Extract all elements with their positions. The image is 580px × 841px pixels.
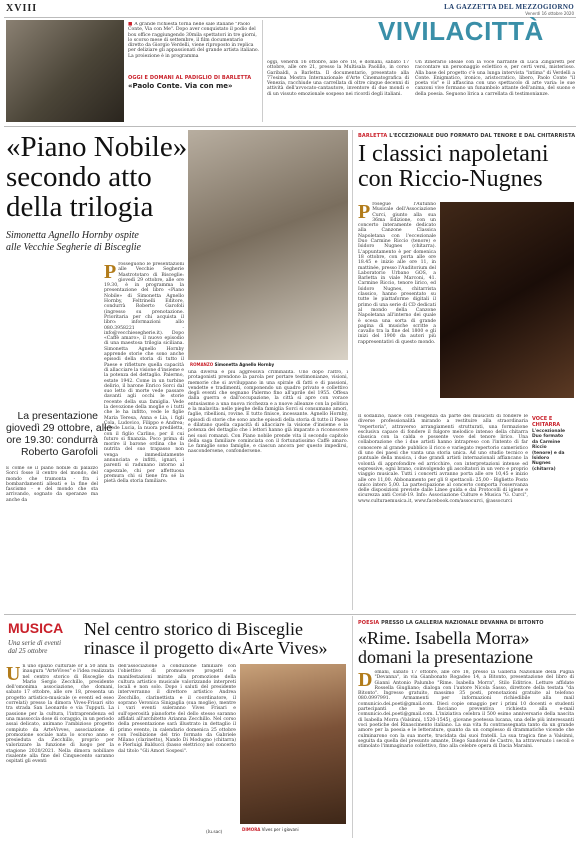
- piano-headline-line-2: secondo atto: [6, 161, 152, 193]
- piano-headline-line-1: «Piano Nobile»: [6, 131, 188, 163]
- piano-side-note: La presentazione giovedì 29 ottobre, alle ore 19.30: condurrà Roberto Garofoli: [6, 410, 113, 458]
- classici-headline: I classici napoletani con Riccio-Nugnes: [358, 141, 549, 192]
- poesia-headline: «Rime. Isabella Morra» domani la presentazione: [358, 628, 533, 667]
- publication-name: LA GAZZETTA DEL MEZZOGIORNO: [444, 3, 574, 11]
- piano-caption: ROMANZO Simonetta Agnello Hornby: [190, 362, 275, 367]
- page-number: XVIII: [6, 3, 38, 14]
- piano-headline-line-3: della trilogia: [6, 191, 154, 223]
- classici-kicker: BARLETTA L'ECCEZIONALE DUO FORMATO DAL TENORE E DAL CHITARRISTA: [358, 133, 576, 139]
- classici-body-col1: Prosegue l'Autunno Musicale dell'Associazione Curci, giunto alla sua 36ma Edizione, con un concerto interamente dedicato alla Canzone Classica Napoletana con l'eccezionale Duo Carmine Riccio (tenore) e Isidoro Nugnes (chitarra). L'appuntamento è per domenica 18 ottobre, con porta alle ore 18.45 e inizio alle ore 11, in mattinée, presso l'Auditorium del Laboratorio Urbano GOS, a Barletta in viale Marconi, 41. Carmine Riccio, tenore lirico, ed Isidoro Nugnes, chitarrista classico, hanno presentato su tutte le piattaforme digitali il primo di una serie di CD dedicati al mondo della Canzone Napoletana all'interno dei quale è scesa una sorta di grande pagina di musiche scritte a cavallo tra la fine del 1800 e gli inizi del 1900 da autori più rappresentativi di questo mondo.: [358, 202, 436, 345]
- col-divider: [352, 616, 353, 838]
- piano-body-col1b: E come se il piano nobile di palazzo Sorci fosse il centro del mondo, del mondo che tramonta - fra i bombardamenti alleati e la fine del fascismo - e del mondo che sta arrivando, sognato da speranze ma anche da: [6, 466, 98, 503]
- musica-headline: Nel centro storico di Bisceglie rinasce il progetto di«Arte Vives»: [84, 619, 328, 658]
- paolo-conte-subtitle: «Paolo Conte. Via con me»: [128, 82, 233, 90]
- piano-body-col2: una diversa e più aggressiva criminalità. Uno dopo l'altro, i protagonisti prendono la parola per portare testimonianze, visioni, memorie che si avviluppano in una spirale di fatti e di passioni, vendette e tradimenti, componendo un quadro privato e collettivo degli eventi che segnano Palermo fino all'aprile del 1955. Offesa dalla guerra e dall'occupazione, la città si apre con vorace entusiasmo a una nuova ricchezza e a nuove alleanze con la politica e la malavita: nelle pieghe della famiglia Sorci si consumano amori, faglie, ribellioni, rovine. E tutto finisce, incessante. Agnello Hornby, episodi di storie che sono anche episodi della storia di tutto il Paese e dilatano quella capacità di allacciare la visione d'insieme e la potenza del dettaglio che i lettori hanno già imparato a riconoscere nei suoi romanzi. Con Piano nobile prende vita il secondo capitolo della saga familiare cominciata con il fortunatissimo Caffè amaro. Le famiglie sono famiglie, e ciascun ancora per questo impedirsi, nascondersene, confondersene.: [188, 370, 348, 455]
- musica-sub: Una serie di eventi dal 25 ottobre: [8, 639, 62, 655]
- dimora-vives-photo: [240, 664, 346, 824]
- riccio-nugnes-photo: [440, 202, 574, 398]
- col-divider: [352, 130, 353, 610]
- section-rule: [4, 126, 576, 127]
- musica-signature: (lu.sac): [206, 830, 223, 835]
- musica-body-col2: dell'associazione a conduzione familiare con l'obiettivo di promuovere progetti e manifestazioni mirate alla promozione della cultura artistico musicale valorizzando interpreti locali e non solo. Dopo i saluti del presidente interverranno il direttore artistico Andrea Zecchillo, clarinettista e il coordinatore, il soprano Veronica Sinigaglia (sua moglie), mentre i vari eventi suleranno Vives Frisari e sull'operosità pianoforte del dello stesso saranno affidati all'architetto Arianna Zecchillo. Nel corso della presentazione sarà illustrato in dettaglio il primo evento, in calendario domenica 25 ottobre con l'esibizione del trio formato da Gabriele Milano (clarinetto), Nando Di Modugno (chitarra) e Pierluigi Balducci (basso elettrico) nel concerto dal titolo "Gli Amori Sospesi".: [118, 664, 236, 754]
- classici-body-col1b: Il sodalizio, nasce con l'esigenza da parte dei musicisti di fondere le diverse professionalità mirando a restituire alla straordinaria "repertoria", attraverso arrangiamenti strutturati, una formazione esclusiva capace di fondere il fulgore melodico intenso della chitarra classica con la calda e possente voce del tenore lirico. Una collaborazione che i due artisti hanno intrapreso con l'intento di far conoscere al grande pubblico il ricco e variegato repertorio cameristico di uno dei paesi che vanta una storia unica. Ad uno studio tecnico e puntuale della musica, i due grandi artisti internazionali affiancano la volontà di approfondire ed arricchire, con interpretazioni intense ed espressive, ogni brano, coinvolgendo gli ascoltatori in un vero e proprio viaggio musicale. Tutti i concerti avranno porta alle ore 10,45 e inizio alle ore 11,00. Abbonamento per gli 8 spettacoli: 25,00 - Biglietto Posto unico intero 5,00. La partecipazione al concerto comporta l'osservanza delle disposizioni previste dalle Linee guida e dai Protocolli di igiene e sicurezza anti Covid-19. Info: Associazione Culture e Musica "G. Curci", www.culturaemusica.it, www.facebook.com/assocurci, @assocurci: [358, 414, 528, 504]
- paolo-conte-col1: oggi, venerdì 16 ottobre, alle ore 18, e domani, sabato 17 ottobre, alle ore 21, presso la Multisala Paolillo, in corso Garibaldi, a Barletta. Il documentario, presentato alla 77esima Mostra Internazionale d'Arte Cinematografica di Venezia, racchiude una carrellata di oltre cinque decenni di attività dell'avvocato-cantautore, inventore di due mondi e di un vissuto emozionale sospeso nei ricordi degli italiani.: [267, 60, 409, 97]
- poesia-body: Domani, sabato 17 ottobre, alle ore 18, presso la Galleria Nazionale della Puglia "Devanna", in via Gianbonato Rogadeo 14, a Bitonto, presentazione del libro di Gianni Antonio Palumbo "Rime. Isabella Morra", Stilo Editrice. Letture affidate Rossella Giugliano; dialoga con l'autore Nicola Sasso, direttore della testata "da Bitonto". Ingresso gratuito, massimo 35 posti, prenotazioni gratuite al telefono 080.0997991. Armamenti per informazioni richiedibile alla mail comunicio.dei.poeti@gmail.com. Dieci copie omaggio per i primi 10 docenti e studenti partecipanti che ne facciano preventiva richiesta alla e-mail comunicio.dei.poeti@gmail.com. L'iniziativa celebra il 500 esimo anniversario della nascita di Isabella Morra (Valsinni, 1520-1545), giovane poetessa lucana, una delle più interessanti voci poetiche del Rinascimento italiano. La sua vita fu contrassegnata tanto da un grande amore per la poesia e le letterature, quanto da un complesso di drammatiche vicende che culminarono con la sua morte, trucidata dai suoi fratelli. La sua tragica fine a Valsinni, seguita da quella del presunto amante, Diego Sandoval de Castro, ha attraversato i secoli e stimolato l'immaginario collettivo, fino alla celebre opera di Dacia Maraini.: [358, 670, 574, 750]
- musica-body-col1: Un uno spazio culturale or a 50 anni fa inaugura "ArteVives" e l'idea realizzata nel centro storico di Bisceglie da Mario Sergio Zecchillo, presidente dell'omonima associazione, che domani, sabato 17 ottobre, alle ore 18, presenta un progetto artistico-musicale (e eventi ed eseo correlati) presso la dimora Vives-Frisari sito tra strada San Leonardo e via Tupputi. La passione per la cultura, l'intraprendenza ed una massoccia dose di coraggio, in un periodo assai delicato, animano l'ambizioso progetto compiuto da ArteVivves, associazione di promozione sociale nata lo scorso anno e presieduta da Zecchillo, proprio per valorizzare la funzione di luogo per la stagione 2020/2021. Nella dimora nobiliare risalente alla fine del Cinquecento saranno ospitati gli eventi: [6, 664, 114, 765]
- paolo-conte-col2: Un itinerario ideale con la voce narrante di Luca Zingaretti per raccontare un personaggio eclettico e, per certi versi, misterioso. Alla base del progetto c'è una lunga intervista "intima" di Verdelli a Conte. Enigmatico, ironico, aristocratico, libero, Paolo Conte "il poeta vis" e il affascina con uno spettacolo di arte varia: le sue canzoni vive formano un funambolo attante dell'anima, del suono e della poesia. Seguono lirica a carrellata di testimonianze.: [415, 60, 575, 97]
- agnello-hornby-photo: [188, 130, 348, 360]
- musica-caption: DIMORA Vives per i giovani: [242, 827, 299, 832]
- piano-deck-line-2: alle Vecchie Segherie di Bisceglie: [6, 241, 141, 253]
- section-title: VIVILACITTÀ: [378, 16, 544, 46]
- issue-date: Venerdì 16 ottobre 2020: [525, 11, 574, 16]
- paolo-conte-kicker: OGGI E DOMANI AL PADIGLIO DI BARLETTA: [128, 75, 252, 81]
- piano-deck-line-1: Simonetta Agnello Hornby ospite: [6, 230, 139, 241]
- col-divider: [262, 20, 263, 122]
- piano-body-col1: Prosseguono le presentazioni alle Vecchie Segherie Mastrototaro di Bisceglie: giovedì 29 ottobre, alle ore 19.30, è in programma la presentazione del libro «Piano Nobile» di Simonetta Agnello Hornby, Feltrinelli Editore, condurrà Roberto Garofoli (ingresso su prenotazione. Prioritaria per chi acquista il libro: informazioni allo 080.3958221 - info@vecchiesegherie.it). Dopo «Caffè amaro», il nuovo episodio di una maestosa trilogia siciliana. Simonetta Agnello Hornby apprende storie che sono anche episodi della storia di tutto il Paese e rifletture quella capacità di allacciare la visione d'insieme e la potenza del dettaglio. Palermo, estate 1942. Come in un turbine delirio, il barone Enrico Sorci dal suo letto di morte vede passare davanti agli occhi le storie recente della sua famiglia. Vede la devozione della moglie e i tutti che le ha infitto, vede le figlie Maria Teresa, Anna e Lia, i figli Cola, Ludovico, Filippo e Andrea; e vede Lucia, la nuora prediletta, con il figlio Carlino, per il cui futuro si finanzia. Poco prima di morire il barone ordina che la nutrita del suo trapasso non venga immediatamente annunciata e infitti, ignari, i parenti si radunano intorno al capezzale, chi per affettuosa premura chi si tiene fra sé la pietà della storia familiare.: [104, 262, 184, 485]
- paolo-conte-photo: [6, 20, 124, 122]
- musica-label: MUSICA: [8, 620, 64, 636]
- paolo-conte-intro: ■ A grande richiesta torna nelle sale italiane "Paolo Conte, Via con Me". Dopo aver conquistato il podio del box office raggiungendo 30mila spettatori in tre giorni, lo scorso mese di settembre, il film documentario diretto da Giorgio Verdelli, viene riproposto in replica per deliziare gli appassionati del grande artista italiano. La proiezione è in programma: [128, 22, 260, 122]
- piano-deck: [6, 230, 141, 253]
- section-rule: [4, 614, 576, 615]
- piano-headline: [6, 132, 187, 222]
- voce-chitarra-caption: VOCE E CHITARRA L'eccezionale Duo formato da Carmine Riccio (tenore) e da Isidoro Nugnes (chitarra): [532, 416, 565, 472]
- poesia-kicker: POESIA PRESSO LA GALLERIA NAZIONALE DEVANNA DI BITONTO: [358, 620, 544, 626]
